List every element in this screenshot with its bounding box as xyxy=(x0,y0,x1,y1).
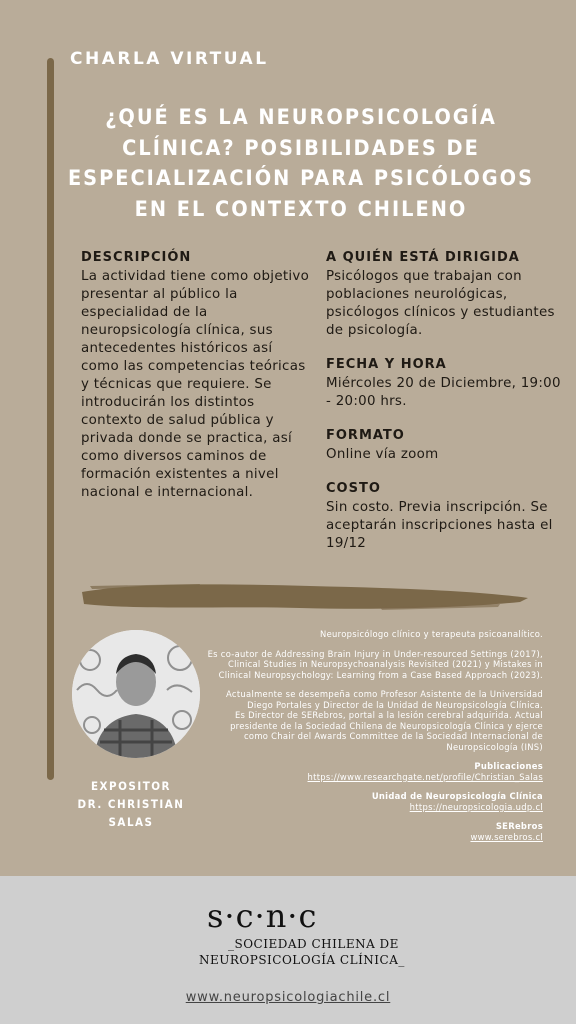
serebros-label: SERebros xyxy=(495,821,543,831)
accent-vertical-bar xyxy=(47,58,54,780)
society-name-line2: NEUROPSICOLOGÍA CLÍNICA_ xyxy=(199,953,405,967)
cost-text: Sin costo. Previa inscripción. Se aceptarán inscripciones hasta el 19/12 xyxy=(326,500,553,551)
brush-stroke-divider xyxy=(80,578,530,614)
publications-link[interactable]: https://www.researchgate.net/profile/Christian_Salas xyxy=(307,771,543,782)
bio-line-profession: Neuropsicólogo clínico y terapeuta psicoanalítico. xyxy=(320,629,543,639)
details-section xyxy=(326,250,566,570)
description-heading: DESCRIPCIÓN xyxy=(81,250,192,265)
society-logo: s·c·n·c xyxy=(207,897,318,935)
audience-text: Psicólogos que trabajan con poblaciones neurológicas, psicólogos clínicos y estudiantes de psicología. xyxy=(326,269,555,338)
format-heading: FORMATO xyxy=(326,428,405,443)
bio-line-books: Es co-autor de Addressing Brain Injury in Under-resourced Settings (2017), Clinical Studies in Neuropsychoanalysis Revisited (2021) y Mistakes in Clinical Neuropsychology: Learning from a Case Based Approach (2023). xyxy=(207,648,543,680)
speaker-label: EXPOSITOR xyxy=(90,779,172,793)
speaker-photo xyxy=(72,630,200,758)
bio-line-roles: Es Director de SERebros, portal a la lesión cerebral adquirida. Actual presidente de la Sociedad Chilena de Neuropsicología Clínica y ejerce como Chair del Awards Committee de la Sociedad Internacional de Neuropsicología (INS) xyxy=(230,710,543,752)
description-text: La actividad tiene como objetivo presentar al público la especialidad de la neuropsicología clínica, sus antecedentes históricos así como las competencias teóricas y técnicas que requiere. Se introducirán los distintos contexto de salud pública y privada donde se practica, así como diversos caminos de formación existentes a nivel nacional e internacional. xyxy=(81,269,310,500)
event-type-label: CHARLA VIRTUAL xyxy=(70,49,269,69)
publications-label: Publicaciones xyxy=(474,761,543,771)
unit-link[interactable]: https://neuropsicologia.udp.cl xyxy=(409,801,543,812)
audience-heading: A QUIÉN ESTÁ DIRIGIDA xyxy=(326,250,520,265)
description-section xyxy=(81,250,313,502)
speaker-name: DR. CHRISTIAN SALAS xyxy=(77,797,185,829)
date-heading: FECHA Y HORA xyxy=(326,357,447,372)
speaker-bio xyxy=(203,629,543,842)
speaker-caption xyxy=(60,777,202,831)
bio-line-position: Actualmente se desempeña como Profesor Asistente de la Universidad Diego Portales y Director de la Unidad de Neuropsicología Clínica. xyxy=(226,689,543,710)
society-name-line1: _SOCIEDAD CHILENA DE xyxy=(228,937,399,951)
cost-heading: COSTO xyxy=(326,481,381,496)
unit-label: Unidad de Neuropsicología Clínica xyxy=(371,791,543,801)
page-title: ¿QUÉ ES LA NEUROPSICOLOGÍA CLÍNICA? POSIBILIDADES DE ESPECIALIZACIÓN PARA PSICÓLOGOS EN EL CONTEXTO CHILENO xyxy=(67,105,535,222)
format-text: Online vía zoom xyxy=(326,447,439,462)
website-link[interactable]: www.neuropsicologiachile.cl xyxy=(185,990,391,1005)
date-text: Miércoles 20 de Diciembre, 19:00 - 20:00 hrs. xyxy=(326,376,561,409)
serebros-link[interactable]: www.serebros.cl xyxy=(470,831,543,842)
